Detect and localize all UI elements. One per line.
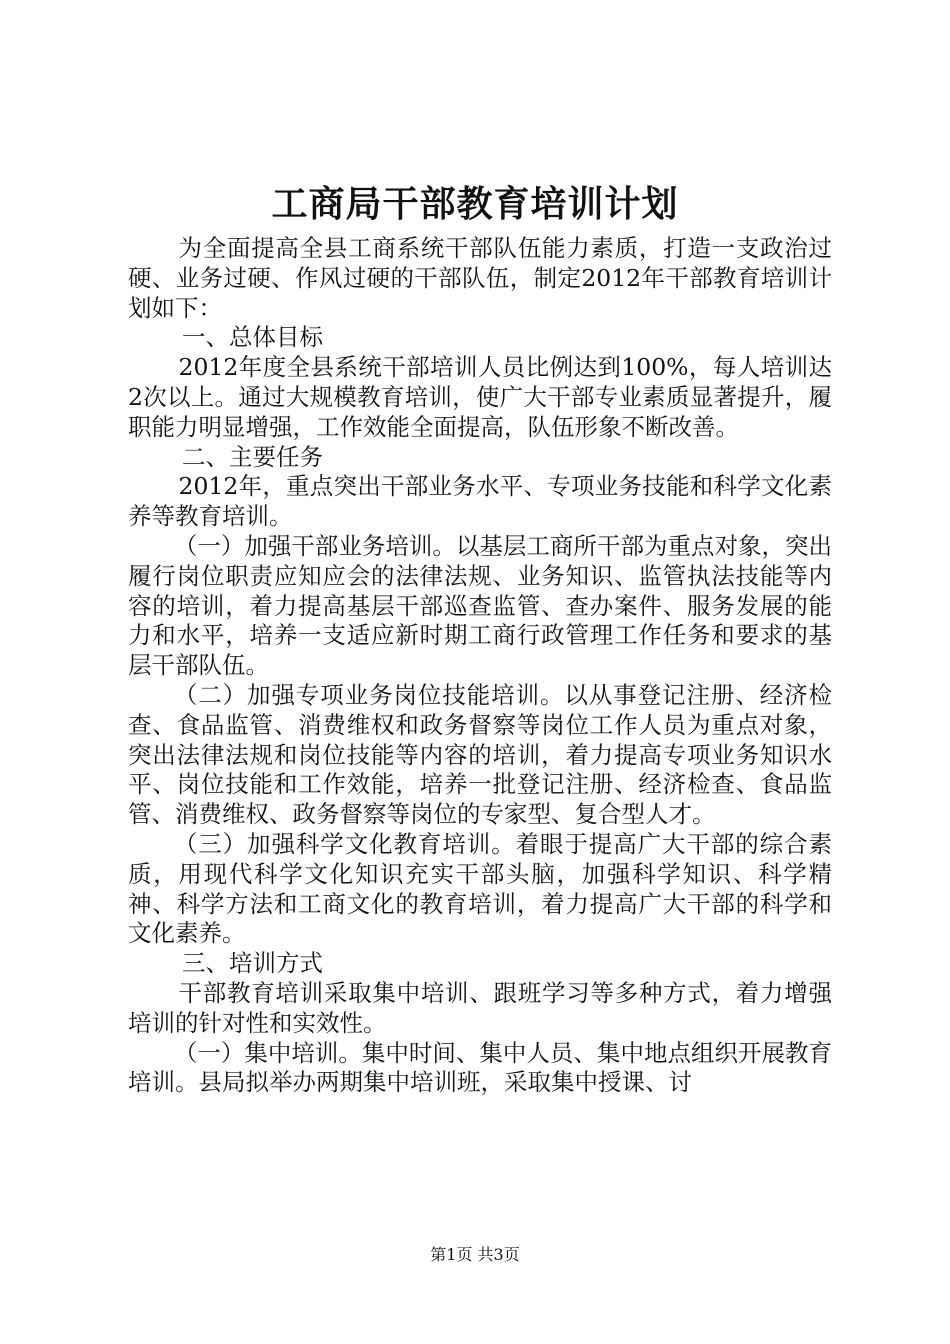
section-heading-3: 三、培训方式 [182,949,324,978]
main-task-paragraph: 2012年，重点突出干部业务水平、专项业务技能和科学文化素养等教育培训。 [128,472,832,531]
document-title: 工商局干部教育培训计划 [271,183,679,225]
task-item-1-paragraph: （一）加强干部业务培训。以基层工商所干部为重点对象，突出履行岗位职责应知应会的法律法规、业务知识、监管执法技能等内容的培训，着力提高基层干部巡查监管、查办案件、服务发展的能力和水平，培养一支适应新时期工商行政管理工作任务和要求的基层干部队伍。 [128,531,832,680]
method-item-1-paragraph: （一）集中培训。集中时间、集中人员、集中地点组织开展教育培训。县局拟举办两期集中培训班，采取集中授课、讨 [128,1038,832,1097]
page-number-footer: 第1页 共3页 [430,1245,520,1264]
section-heading-2: 二、主要任务 [182,442,324,471]
training-method-paragraph: 干部教育培训采取集中培训、跟班学习等多种方式，着力增强培训的针对性和实效性。 [128,978,832,1037]
overall-goal-paragraph: 2012年度全县系统干部培训人员比例达到100%，每人培训达2次以上。通过大规模教育培训，使广大干部专业素质显著提升，履职能力明显增强，工作效能全面提高，队伍形象不断改善。 [128,353,832,441]
document-body [128,234,832,1098]
intro-paragraph: 为全面提高全县工商系统干部队伍能力素质，打造一支政治过硬、业务过硬、作风过硬的干部队伍，制定2012年干部教育培训计划如下： [128,234,832,322]
task-item-3-paragraph: （三）加强科学文化教育培训。着眼于提高广大干部的综合素质，用现代科学文化知识充实干部头脑，加强科学知识、科学精神、科学方法和工商文化的教育培训，着力提高广大干部的科学和文化素养。 [128,829,832,948]
section-heading-1: 一、总体目标 [182,323,324,352]
task-item-2-paragraph: （二）加强专项业务岗位技能培训。以从事登记注册、经济检查、食品监管、消费维权和政务督察等岗位工作人员为重点对象，突出法律法规和岗位技能等内容的培训，着力提高专项业务知识水平、岗位技能和工作效能，培养一批登记注册、经济检查、食品监管、消费维权、政务督察等岗位的专家型、复合型人才。 [128,680,832,829]
